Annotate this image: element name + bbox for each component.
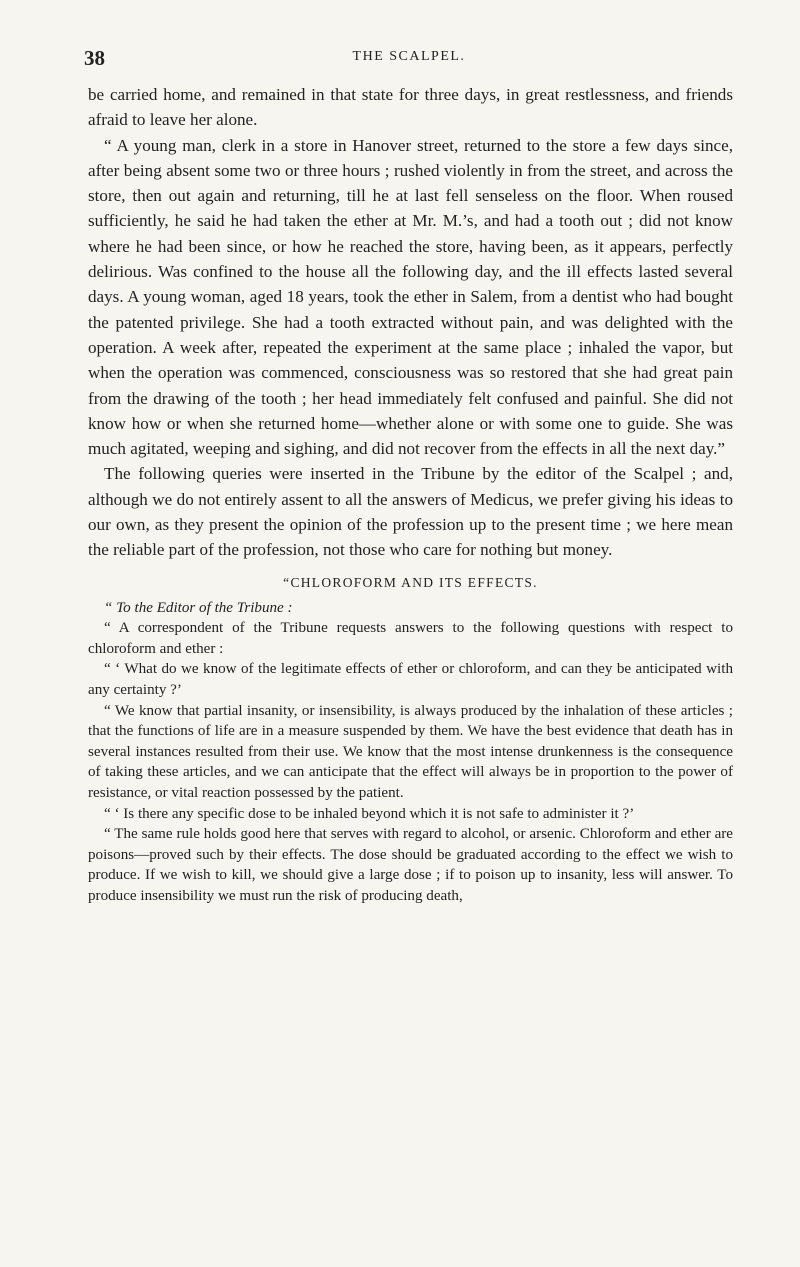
letter-answer: “ The same rule holds good here that serves with regard to alcohol, or arsenic. Chloroform and ether are poisons—proved such by their effects. The dose should be graduated according to the effect we wish to produce. If we wish to kill, we should give a large dose ; if to poison up to insanity, less will answer. To produce insensibility we must run the risk of producing death,	[88, 826, 733, 904]
page-body	[88, 82, 733, 907]
letter-address: “ To the Editor of the Tribune :	[104, 599, 293, 616]
paragraph-quoted-cases: “ A young man, clerk in a store in Hanover street, returned to the store a few days since, after being absent some two or three hours ; rushed violently in from the street, and across the store, then out again and returning, till he at last fell senseless on the floor. When roused sufficiently, he said he had taken the ether at Mr. M.’s, and had a tooth out ; did not know where he had been since, or how he reached the store, having been, as it appears, perfectly delirious. Was confined to the house all the following day, and the ill effects lasted several days. A young woman, aged 18 years, took the ether in Salem, from a dentist who had bought the patented privilege. She had a tooth extracted without pain, and was delighted with the operation. A week after, repeated the experiment at the same place ; inhaled the vapor, but when the operation was commenced, consciousness was so restored that she had great pain from the drawing of the tooth ; her head immediately felt confused and painful. She did not know how or when she returned home—whether alone or with some one to guide. She was much agitated, weeping and sighing, and did not recover from the effects in all the next day.”	[88, 135, 733, 459]
running-head: THE SCALPEL.	[352, 49, 466, 64]
letter-question: “ ‘ What do we know of the legitimate effects of ether or chloroform, and can they be anticipated with any certainty ?’	[88, 661, 733, 699]
paragraph-continuation: be carried home, and remained in that state for three days, in great restlessness, and friends afraid to leave her alone.	[88, 85, 733, 130]
letter-answer: “ We know that partial insanity, or insensibility, is always produced by the inhalation of these articles ; that the functions of life are in a measure suspended by them. We have the best evidence that death has in several instances resulted from their use. We know that the most intense drunkenness is the consequence of taking these articles, and we can anticipate that the effect will always be in proportion to the power of resistance, or vital reaction possessed by the patient.	[88, 702, 733, 801]
letter-question: “ ‘ Is there any specific dose to be inhaled beyond which it is not safe to administer it ?’	[104, 805, 635, 822]
page-number: 38	[84, 46, 105, 70]
letter-paragraph: “ A correspondent of the Tribune requests answers to the following questions with respect to chloroform and ether :	[88, 620, 733, 657]
paragraph-queries-intro: The following queries were inserted in the Tribune by the editor of the Scalpel ; and, although we do not entirely assent to all the answers of Medicus, we prefer giving his ideas to our own, as they present the opinion of the profession up to the present time ; we here mean the reliable part of the profession, not those who care for nothing but money.	[88, 464, 733, 560]
section-heading: “CHLOROFORM AND ITS EFFECTS.	[283, 574, 538, 590]
page-header	[84, 46, 734, 72]
